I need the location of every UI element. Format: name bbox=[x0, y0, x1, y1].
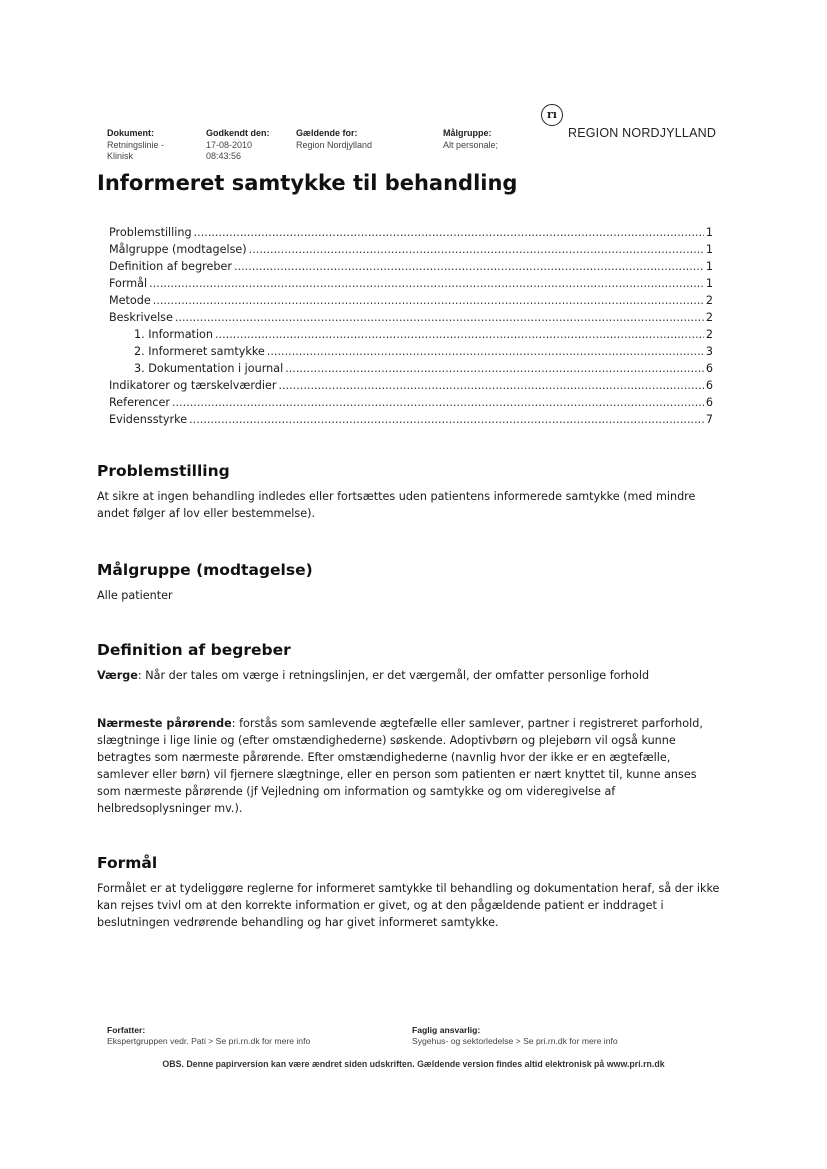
toc-leader-dots bbox=[194, 224, 704, 241]
toc-entry[interactable] bbox=[109, 360, 713, 377]
toc-entry-page: 2 bbox=[705, 311, 713, 324]
section-heading-malgruppe: Målgruppe (modtagelse) bbox=[97, 561, 313, 579]
toc-entry-page: 3 bbox=[705, 345, 713, 358]
header-malgruppe bbox=[443, 128, 498, 151]
toc-leader-dots bbox=[175, 309, 704, 326]
definition-naermeste-paarorende bbox=[97, 715, 722, 817]
footer-faglig bbox=[412, 1025, 618, 1047]
footer-faglig-label: Faglig ansvarlig: bbox=[412, 1025, 481, 1035]
toc-entry-page: 1 bbox=[705, 226, 713, 239]
toc-entry-label: 2. Informeret samtykke bbox=[134, 345, 265, 358]
toc-entry[interactable] bbox=[109, 258, 713, 275]
toc-entry-page: 2 bbox=[705, 294, 713, 307]
definition-text-naermeste-paarorende: : forstås som samlevende ægtefælle eller samlever, partner i registreret parforhold, slægtninge i lige linie og (efter omstændighederne) søskende. Adoptivbørn og plejebørn vil også kunne betragtes som nærmeste pårørende. Efter omstændighederne (navnlig hvor der ikke er en ægtefælle, samlever eller børn) vil fjernere slægtninge, eller en person som patienten er nært knyttet til, kunne anses som nærmeste pårørende (jf Vejledning om information og samtykke og om videregivelse af helbredsoplysninger mv.). bbox=[97, 717, 703, 815]
definition-text-vaerge: : Når der tales om værge i retningslinjen, er det værgemål, der omfatter personlige forhold bbox=[137, 669, 650, 682]
footer-faglig-text: Sygehus- og sektorledelse > Se pri.rn.dk for mere info bbox=[412, 1036, 618, 1046]
header-godkendt-label: Godkendt den: bbox=[206, 128, 270, 138]
section-heading-problemstilling: Problemstilling bbox=[97, 462, 230, 480]
toc-leader-dots bbox=[189, 411, 704, 428]
header-gaeldende-value: Region Nordjylland bbox=[296, 139, 373, 150]
toc-entry-label: Målgruppe (modtagelse) bbox=[109, 243, 247, 256]
toc-entry-label: Evidensstyrke bbox=[109, 413, 188, 426]
section-heading-formal: Formål bbox=[97, 854, 158, 872]
toc-entry-page: 6 bbox=[705, 396, 713, 409]
section-heading-definition: Definition af begreber bbox=[97, 641, 291, 659]
toc-leader-dots bbox=[215, 326, 704, 343]
definition-vaerge bbox=[97, 667, 722, 684]
footer-forfatter-text: Ekspertgruppen vedr. Pati > Se pri.rn.dk for mere info bbox=[107, 1036, 311, 1046]
section-malgruppe bbox=[97, 561, 722, 604]
header-godkendt-time: 08:43:56 bbox=[206, 151, 242, 161]
toc-entry[interactable] bbox=[109, 275, 713, 292]
toc-entry[interactable] bbox=[109, 411, 713, 428]
toc-entry-label: Metode bbox=[109, 294, 151, 307]
header-gaeldende-label: Gældende for: bbox=[296, 128, 358, 138]
toc-entry[interactable] bbox=[109, 224, 713, 241]
toc-leader-dots bbox=[153, 292, 704, 309]
toc-entry-label: Problemstilling bbox=[109, 226, 192, 239]
toc-entry-page: 1 bbox=[705, 277, 713, 290]
toc-leader-dots bbox=[234, 258, 704, 275]
section-formal bbox=[97, 854, 722, 931]
header-malgruppe-label: Målgruppe: bbox=[443, 128, 492, 138]
toc-entry[interactable] bbox=[109, 377, 713, 394]
header-dokument-value-2: Klinisk bbox=[107, 151, 134, 161]
toc-entry-label: 3. Dokumentation i journal bbox=[134, 362, 284, 375]
toc-entry[interactable] bbox=[109, 241, 713, 258]
header-gaeldende bbox=[296, 128, 372, 151]
header-godkendt bbox=[206, 128, 270, 163]
toc-entry-label: Indikatorer og tærskelværdier bbox=[109, 379, 277, 392]
header-godkendt-date: 17-08-2010 bbox=[206, 139, 253, 150]
header-malgruppe-value: Alt personale; bbox=[443, 139, 499, 150]
footer-forfatter-label: Forfatter: bbox=[107, 1025, 146, 1035]
section-text-malgruppe: Alle patienter bbox=[97, 589, 173, 602]
toc-entry-page: 1 bbox=[705, 243, 713, 256]
section-text-formal: Formålet er at tydeliggøre reglerne for informeret samtykke til behandling og dokumentation heraf, så der ikke kan rejses tvivl om at den korrekte information er givet, og at den pågældende patient er inddraget i beslutningen vedrørende behandling og har givet informeret samtykke. bbox=[97, 882, 720, 929]
toc-leader-dots bbox=[249, 241, 704, 258]
toc-leader-dots bbox=[267, 343, 704, 360]
section-problemstilling bbox=[97, 462, 722, 522]
footer-obs-note: OBS. Denne papirversion kan være ændret siden udskriften. Gældende version findes altid elektronisk på www.pri.rn.dk bbox=[162, 1059, 665, 1069]
region-logo-text: REGION NORDJYLLAND bbox=[568, 126, 717, 140]
definition-term-vaerge: Værge bbox=[97, 669, 138, 682]
toc-leader-dots bbox=[285, 360, 704, 377]
toc-leader-dots bbox=[149, 275, 704, 292]
toc-entry[interactable] bbox=[109, 394, 713, 411]
header-dokument-value-1: Retningslinie - bbox=[107, 139, 165, 150]
toc-entry-page: 6 bbox=[705, 379, 713, 392]
toc-entry[interactable] bbox=[109, 292, 713, 309]
region-logo-icon: rı bbox=[541, 104, 563, 126]
toc-entry[interactable] bbox=[109, 326, 713, 343]
region-logo bbox=[541, 104, 721, 144]
toc-entry-label: Formål bbox=[109, 277, 148, 290]
section-text-problemstilling: At sikre at ingen behandling indledes eller fortsættes uden patientens informerede samtykke (med mindre andet følger af lov eller bestemmelse). bbox=[97, 490, 696, 520]
section-definition bbox=[97, 641, 722, 817]
toc-entry-page: 7 bbox=[705, 413, 713, 426]
toc-entry[interactable] bbox=[109, 309, 713, 326]
toc-entry-label: 1. Information bbox=[134, 328, 213, 341]
header-dokument-label: Dokument: bbox=[107, 128, 154, 138]
toc-entry-page: 6 bbox=[705, 362, 713, 375]
toc-entry-label: Definition af begreber bbox=[109, 260, 232, 273]
toc-entry-page: 1 bbox=[705, 260, 713, 273]
footer-forfatter bbox=[107, 1025, 310, 1047]
toc-leader-dots bbox=[172, 394, 704, 411]
toc-entry-page: 2 bbox=[705, 328, 713, 341]
toc-entry-label: Beskrivelse bbox=[109, 311, 173, 324]
definition-term-naermeste-paarorende: Nærmeste pårørende bbox=[97, 717, 232, 730]
toc-entry[interactable] bbox=[109, 343, 713, 360]
header-dokument bbox=[107, 128, 164, 163]
toc-entry-label: Referencer bbox=[109, 396, 170, 409]
toc-leader-dots bbox=[278, 377, 703, 394]
document-title: Informeret samtykke til behandling bbox=[97, 171, 518, 195]
table-of-contents bbox=[109, 224, 713, 428]
